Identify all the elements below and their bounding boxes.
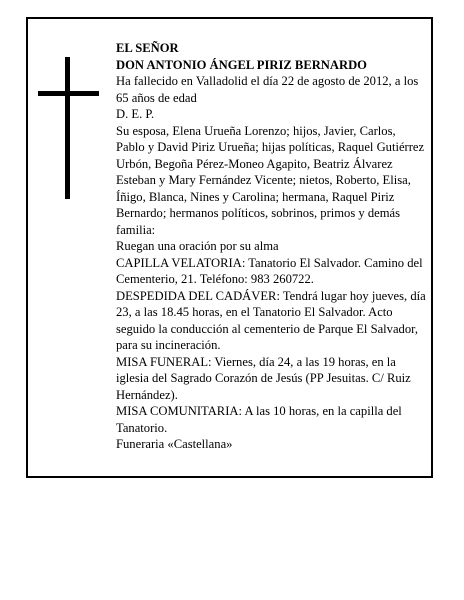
chapel-info: CAPILLA VELATORIA: Tanatorio El Salvador. Camino del Cementerio, 21. Teléfono: 983 260722. [116,255,423,286]
family-list: Su esposa, Elena Urueña Lorenzo; hijos, Javier, Carlos, Pablo y David Piriz Urueña; hijas políticas, Raquel Gutiérrez Urbón, Begoña Pérez-Moneo Agapito, Beatriz Álvarez Esteban y Mary Fernández Vicente; nietos, Roberto, Elisa, Íñigo, Blanca, Nines y Carolina; hermana, Raquel Piriz Bernardo; hermanos políticos, sobrinos, primos y demás familia: [116,123,425,237]
death-announcement: Ha fallecido en Valladolid el día 22 de agosto de 2012, a los 65 años de edad [116,74,419,105]
title-line-2: DON ANTONIO ÁNGEL PIRIZ BERNARDO [116,57,367,72]
title-line-1: EL SEÑOR [116,41,179,55]
community-mass-info: MISA COMUNITARIA: A las 10 horas, en la capilla del Tanatorio. [116,404,402,435]
funeral-mass-info: MISA FUNERAL: Viernes, día 24, a las 19 horas, en la iglesia del Sagrado Corazón de Jesús (PP Jesuitas. C/ Ruiz Hernández). [116,354,411,402]
deceased-name-block [116,40,426,73]
notice-text [116,40,426,453]
farewell-info: DESPEDIDA DEL CADÁVER: Tendrá lugar hoy jueves, día 23, a las 18.45 horas, en el Tanatorio El Salvador. Acto seguido la conducción al cementerio de Parque El Salvador, para su incineración. [116,288,426,352]
funeral-home: Funeraria «Castellana» [116,437,233,451]
cross-icon [38,57,99,199]
prayer-request: Ruegan una oración por su alma [116,239,279,253]
obituary-notice [26,17,433,478]
rest-in-peace: D. E. P. [116,107,155,121]
